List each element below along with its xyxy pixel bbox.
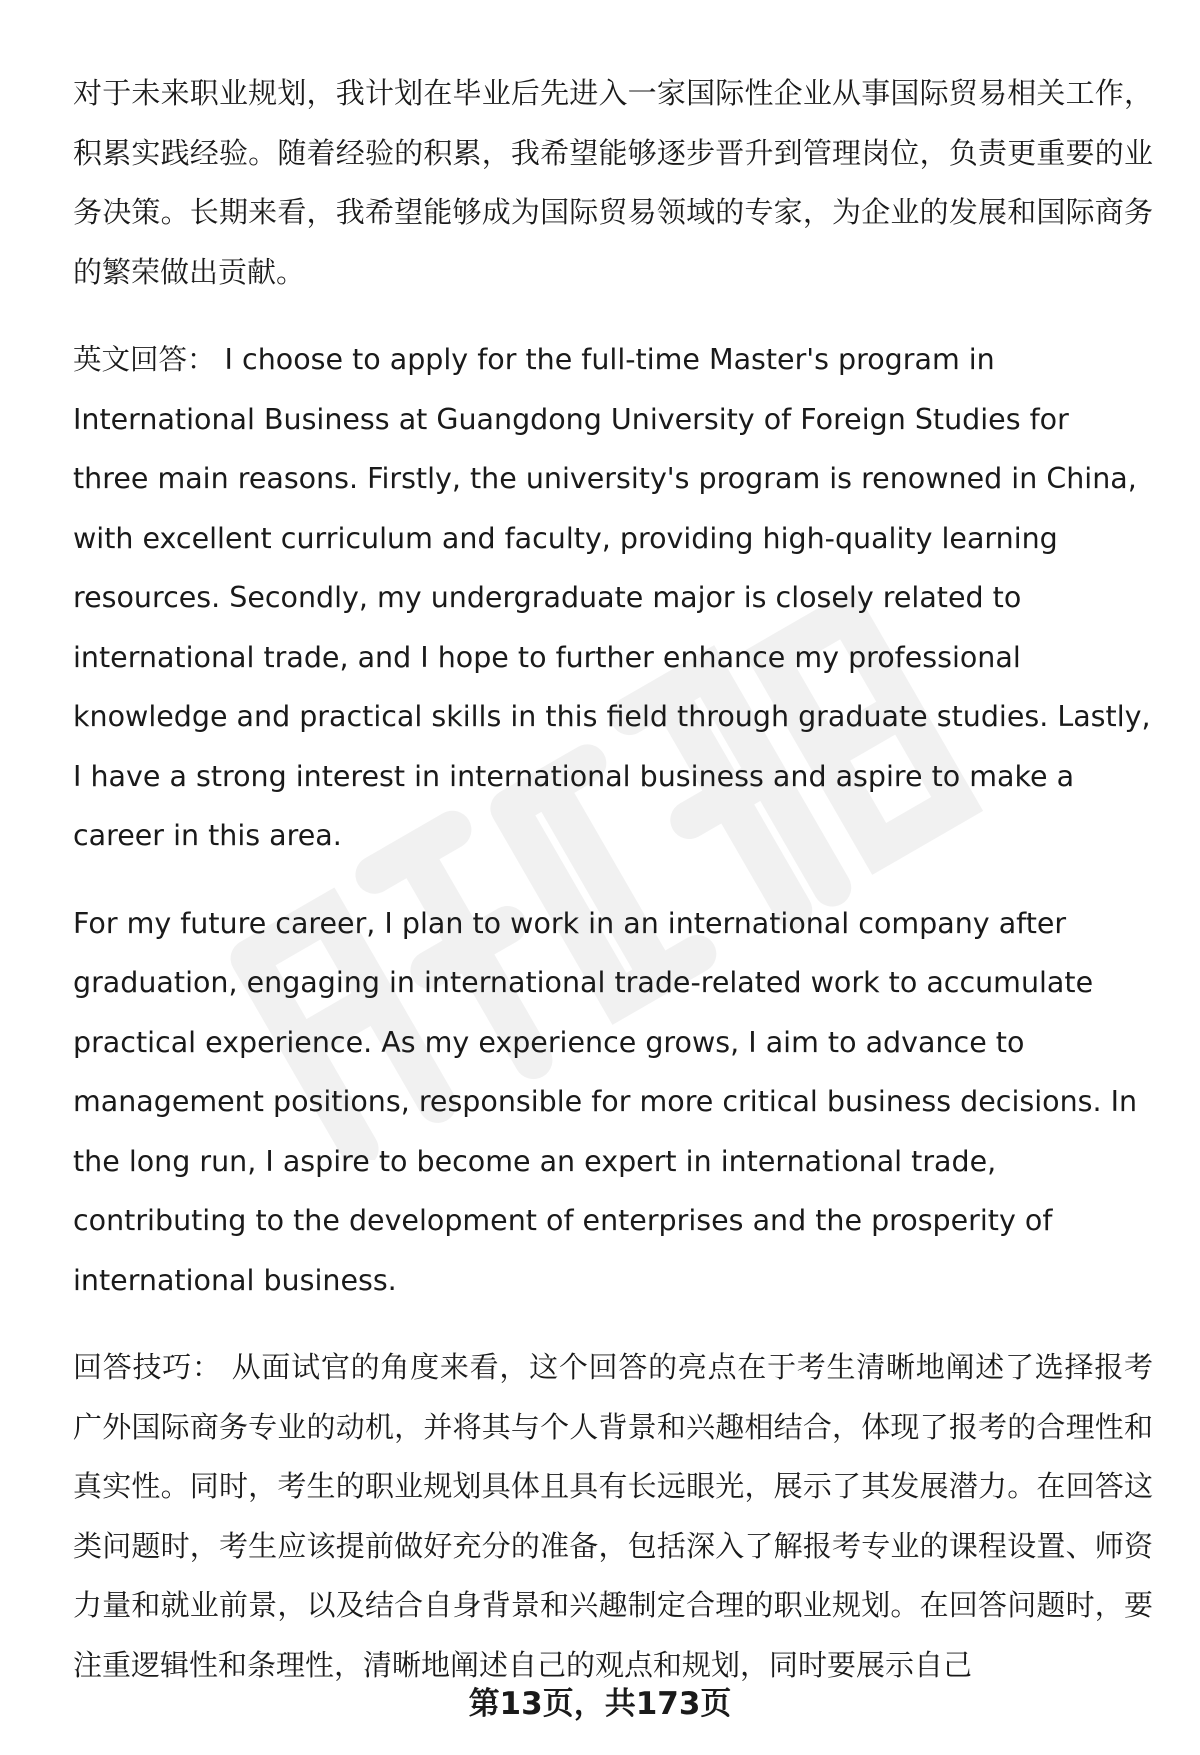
paragraph-english-answer: 英文回答： I choose to apply for the full-time Master's program in International Business at Guangdong University of Foreign Studies for three main reasons. Firstly, the university's program is renowned in China, with excellent curriculum and faculty, providing high-quality learning resources. Secondly, my undergraduate major is closely related to international trade, and I hope to further enhance my professional knowledge and practical skills in this field through graduate studies. Lastly, I have a strong interest in international business and aspire to make a career in this area.: [73, 343, 1151, 852]
paragraph-career-plan-en: For my future career, I plan to work in an international company after graduation, engaging in international trade-related work to accumulate practical experience. As my experience grows, I aim to advance to management positions, responsible for more critical business decisions. In the long run, I aspire to become an expert in international trade, contributing to the development of enterprises and the prosperity of international business.: [73, 906, 1138, 1297]
paragraph-career-plan-zh: 对于未来职业规划，我计划在毕业后先进入一家国际性企业从事国际贸易相关工作，积累实践经验。随着经验的积累，我希望能够逐步晋升到管理岗位，负责更重要的业务决策。长期来看，我希望能够成为国际贸易领域的专家，为企业的发展和国际商务的繁荣做出贡献。: [73, 76, 1153, 289]
page-number-footer: 第13页，共173页: [468, 1686, 732, 1722]
document-body: [73, 64, 1153, 1695]
paragraph-answer-tips: 回答技巧： 从面试官的角度来看，这个回答的亮点在于考生清晰地阐述了选择报考广外国际商务专业的动机，并将其与个人背景和兴趣相结合，体现了报考的合理性和真实性。同时，考生的职业规划具体且具有长远眼光，展示了其发展潜力。在回答这类问题时，考生应该提前做好充分的准备，包括深入了解报考专业的课程设置、师资力量和就业前景，以及结合自身背景和兴趣制定合理的职业规划。在回答问题时，要注重逻辑性和条理性，清晰地阐述自己的观点和规划，同时要展示自己: [73, 1350, 1153, 1682]
